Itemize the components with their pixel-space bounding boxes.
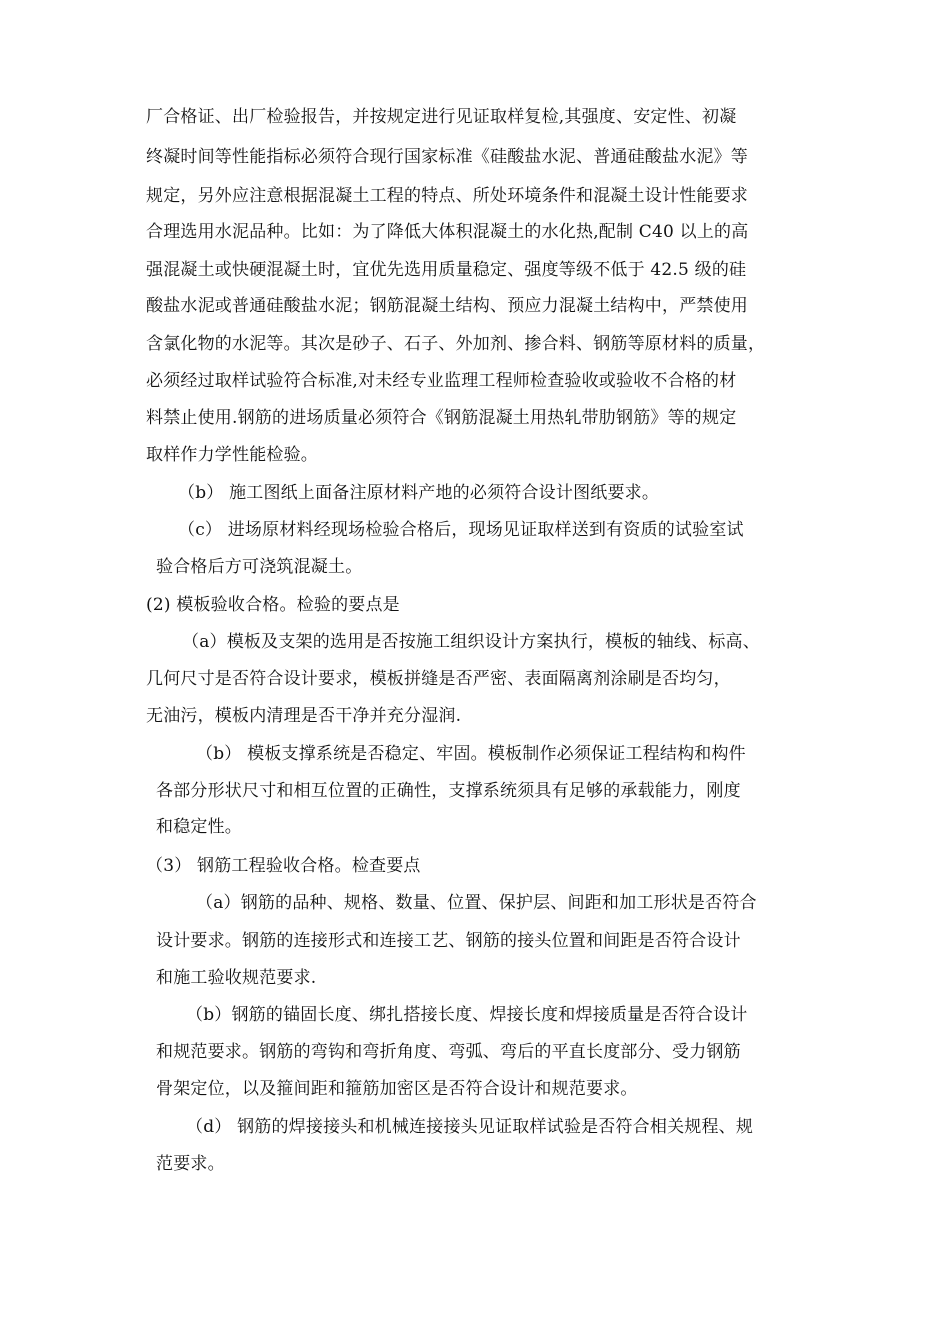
item-c-materials: （c） 进场原材料经现场检验合格后，现场见证取样送到有资质的试验室试 bbox=[178, 520, 744, 540]
text-line: 必须经过取样试验符合标准,对未经专业监理工程师检查验收或验收不合格的材 bbox=[146, 371, 737, 391]
text-line: 和稳定性。 bbox=[156, 817, 242, 837]
text-line: 料禁止使用.钢筋的进场质量必须符合《钢筋混凝土用热轧带肋钢筋》等的规定 bbox=[146, 408, 737, 428]
text-line: 终凝时间等性能指标必须符合现行国家标准《硅酸盐水泥、普通硅酸盐水泥》等 bbox=[146, 147, 748, 167]
text-line: 强混凝土或快硬混凝土时，宜优先选用质量稳定、强度等级不低于 42.5 级的硅 bbox=[146, 260, 747, 280]
text-line: 骨架定位，以及箍间距和箍筋加密区是否符合设计和规范要求。 bbox=[156, 1079, 638, 1099]
text-line: 无油污，模板内清理是否干净并充分湿润. bbox=[146, 706, 462, 726]
text-line: 和施工验收规范要求. bbox=[156, 968, 317, 988]
text-line: 验合格后方可浇筑混凝土。 bbox=[156, 557, 363, 577]
text-line: 和规范要求。钢筋的弯钩和弯折角度、弯弧、弯后的平直长度部分、受力钢筋 bbox=[156, 1042, 741, 1062]
item-d-rebar: （d） 钢筋的焊接接头和机械连接接头见证取样试验是否符合相关规程、规 bbox=[186, 1117, 754, 1137]
section-heading-2: (2) 模板验收合格。检验的要点是 bbox=[146, 595, 400, 615]
text-line: 酸盐水泥或普通硅酸盐水泥；钢筋混凝土结构、预应力混凝土结构中，严禁使用 bbox=[146, 296, 748, 316]
text-line: 含氯化物的水泥等。其次是砂子、石子、外加剂、掺合料、钢筋等原材料的质量， bbox=[146, 334, 766, 354]
text-line: 设计要求。钢筋的连接形式和连接工艺、钢筋的接头位置和间距是否符合设计 bbox=[156, 931, 741, 951]
text-line: 取样作力学性能检验。 bbox=[146, 445, 318, 465]
text-line: 几何尺寸是否符合设计要求，模板拼缝是否严密、表面隔离剂涂刷是否均匀， bbox=[146, 669, 731, 689]
item-b-rebar: （b）钢筋的锚固长度、绑扎搭接长度、焊接长度和焊接质量是否符合设计 bbox=[186, 1005, 748, 1025]
item-b-formwork: （b） 模板支撑系统是否稳定、牢固。模板制作必须保证工程结构和构件 bbox=[196, 744, 746, 764]
text-line: 规定，另外应注意根据混凝土工程的特点、所处环境条件和混凝土设计性能要求 bbox=[146, 186, 748, 206]
text-line: 合理选用水泥品种。比如：为了降低大体积混凝土的水化热,配制 C40 以上的高 bbox=[146, 222, 749, 242]
item-b-materials: （b） 施工图纸上面备注原材料产地的必须符合设计图纸要求。 bbox=[178, 483, 660, 503]
item-a-formwork: （a）模板及支架的选用是否按施工组织设计方案执行，模板的轴线、标高、 bbox=[182, 632, 760, 652]
text-line: 各部分形状尺寸和相互位置的正确性，支撑系统须具有足够的承载能力，刚度 bbox=[156, 781, 741, 801]
section-heading-3: （3） 钢筋工程验收合格。检查要点 bbox=[146, 856, 421, 876]
text-line: 厂合格证、出厂检验报告，并按规定进行见证取样复检,其强度、安定性、初凝 bbox=[146, 107, 737, 127]
item-a-rebar: （a）钢筋的品种、规格、数量、位置、保护层、间距和加工形状是否符合 bbox=[196, 893, 757, 913]
text-line: 范要求。 bbox=[156, 1154, 225, 1174]
